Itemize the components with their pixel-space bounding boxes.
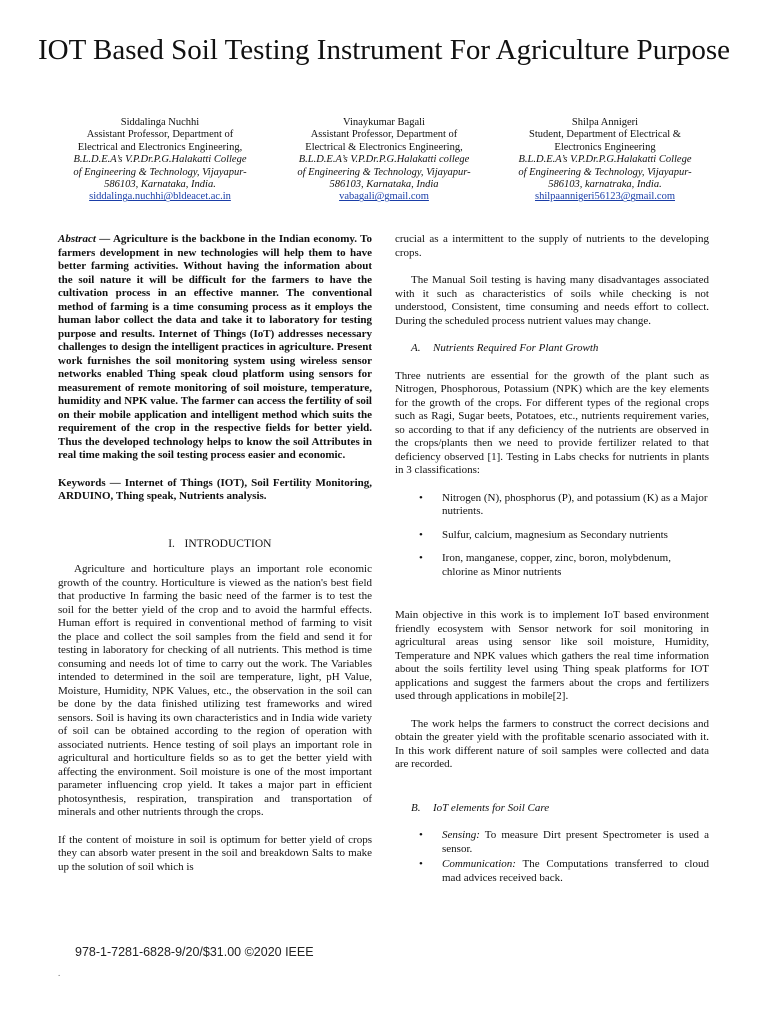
author-dept: Electrical & Electronics Engineering,: [305, 141, 463, 153]
author-affiliation: B.L.D.E.A’s V.P.Dr.P.G.Halakatti college: [298, 154, 470, 166]
list-item: • Nitrogen (N), phosphorus (P), and potassium (K) as a Major nutrients.: [395, 492, 709, 519]
section-heading-introduction: [58, 538, 372, 552]
author-affiliation: B.L.D.E.A’s V.P.Dr.P.G.Halakatti College: [518, 154, 692, 166]
list-item: [395, 829, 709, 856]
subsection-number: B.: [411, 801, 421, 814]
subsection-title: Nutrients Required For Plant Growth: [433, 342, 599, 354]
keywords: Keywords — Internet of Things (IOT), Soil Fertility Monitoring, ARDUINO, Thing speak, Nutrients analysis.: [58, 476, 372, 502]
item-text: The Computations transferred to cloud mad advices received back.: [442, 858, 709, 884]
author-name: Shilpa Annigeri: [571, 117, 639, 128]
author-block-2: [279, 117, 489, 204]
subsection-heading-b: [411, 802, 709, 816]
author-name: Vinaykumar Bagali: [343, 117, 425, 128]
left-column: [58, 233, 372, 888]
item-text: To measure Dirt present Spectrometer is used a sensor.: [442, 829, 709, 855]
author-email-link[interactable]: vabagali@gmail.com: [339, 191, 429, 203]
section-title: INTRODUCTION: [184, 537, 272, 550]
author-block-1: [55, 117, 265, 204]
author-email-link[interactable]: shilpaannigeri56123@gmail.com: [534, 191, 676, 203]
author-email-link[interactable]: siddalinga.nuchhi@bldeacet.ac.in: [89, 191, 231, 203]
author-affiliation: of Engineering & Technology, Vijayapur-: [73, 166, 247, 178]
author-affiliation: B.L.D.E.A’s V.P.Dr.P.G.Halakatti College: [73, 154, 247, 166]
author-name: Siddalinga Nuchhi: [120, 117, 200, 128]
right-paragraph-1: crucial as a intermittent to the supply of nutrients to the developing crops.: [395, 233, 709, 259]
author-affiliation: 586103, karnatraka, India.: [548, 179, 662, 191]
intro-paragraph-2: If the content of moisture in soil is optimum for better yield of crops they can absorb water present in the soil and breakdown Salts to make up the solution of soil which is: [58, 833, 372, 873]
intro-paragraph-1: Agriculture and horticulture plays an important role economic growth of the country. Horticulture is viewed as the nation's best field that productive In farming the basic need of the farmer is to test the soil for the better yield of the crop and to avoid the harmful effects. Human effort is required in conventional method of farming to visit the place and collect the soil samples from the field and send it for testing in laboratory for checking of all nutrients. This method is time consuming and needs lot of time to carry out the work. The Variables intended to determined in the soil are temperature, light, pH Value, Moisture, Humidity, NPK Values, etc., the observation in the soil can be done by the data finished utilizing test frameworks and wired sensors. Soil is having its own characteristics and in India wide variety of soil can be obtained according to the region of operation with associated nutrients. Hence testing of soil plays an important role in agricultural and horticulture fields so as to get the better yield with affecting the environment. Soil moisture is one of the most important parameter influencing crop yield. It takes a major part in efficient photosynthesis, respiration, transpiration and transportation of minerals and other nutrients through the crops.: [58, 563, 372, 818]
list-item: • Iron, manganese, copper, zinc, boron, molybdenum, chlorine as Minor nutrients: [395, 552, 709, 579]
copyright-footer: 978-1-7281-6828-9/20/$31.00 ©2020 IEEE: [75, 945, 314, 959]
abstract-lead: Abstract —: [58, 233, 111, 245]
right-paragraph-2: The Manual Soil testing is having many disadvantages associated with it such as characteristics of soils while checking is not understood, Consistent, time consuming and needs effort to collect. During the scheduled process nutrient values may change.: [395, 274, 709, 327]
author-block-3: [500, 117, 710, 204]
subsection-number: A.: [411, 342, 421, 354]
author-dept: Electronics Engineering: [554, 141, 656, 153]
item-label: Communication:: [442, 858, 516, 870]
author-affiliation: of Engineering & Technology, Vijayapur-: [297, 166, 471, 178]
right-paragraph-3: Three nutrients are essential for the growth of the plant such as Nitrogen, Phosphorous, Potassium (NPK) which are the key elements for the growth of the crops. For different types of the regional crops such as Ragi, Sugar beets, Potatoes, etc., nutrients requirement varies, so according to that if any deficiency of the nutrients are observed in the crops/plants then we need to provide fertilizer related to that deficiency observed [1]. Testing in Labs checks for nutrients in plants in 3 classifications:: [395, 369, 709, 476]
section-number: I.: [168, 537, 175, 550]
right-paragraph-4: Main objective in this work is to implement IoT based environment friendly ecosystem with Sensor network for soil monitoring in agricultural areas using sensor like soil moisture, Humidity, Temperature and NPK values which gathers the real time information about the soils fertility level using Thing speak platforms for IOT applications and suggest the farmers about the crops and fertilizers used through applications in mobile[2].: [395, 609, 709, 702]
right-paragraph-5: The work helps the farmers to construct the correct decisions and obtain the greater yield with the profitable scenario associated with it. In this work different nature of soil samples were collected and data are recorded.: [395, 717, 709, 770]
author-role: Assistant Professor, Department of: [86, 129, 234, 141]
item-label: Sensing:: [442, 829, 480, 841]
subsection-heading-a: [411, 342, 709, 356]
author-affiliation: 586103, Karnataka, India: [329, 179, 439, 191]
subsection-title: IoT elements for Soil Care: [433, 801, 550, 814]
nutrient-list: [395, 492, 709, 580]
abstract-text: Agriculture is the backbone in the Indian economy. To farmers development in new technologies will help them to have better farming activities. Without having the information about the soil nature it will be difficult for the farmers to have the cultivation process in an effective manner. The conventional method of farming is a time consuming process as it employs the human labor collect the data and take it to laboratory for testing purpose and results. Internet of Things (IoT) addresses necessary challenges to design the intelligent practices in agriculture. Present work furnishes the soil monitoring system using wireless sensor networks enabled Thing speak cloud platform using sensors for measurement of remote monitoring of soil moisture, temperature, humidity and NPK value. The farmer can access the fertility of soil on their mobile application and intelligent method which suits the requirement of the crop in the respective fields for better yield. Thus the developed technology helps to know the soil Attributes in real time making the soil testing process easier and economic.: [58, 233, 372, 461]
footer-mark: .: [58, 968, 61, 978]
list-item: [395, 858, 709, 885]
author-affiliation: 586103, Karnataka, India.: [104, 179, 216, 191]
right-column: [395, 233, 709, 899]
author-role: Student, Department of Electrical &: [529, 129, 681, 141]
author-affiliation: of Engineering & Technology, Vijayapur-: [518, 166, 692, 178]
abstract: [58, 233, 372, 463]
paper-title: IOT Based Soil Testing Instrument For Agriculture Purpose: [37, 34, 731, 66]
list-item: • Sulfur, calcium, magnesium as Secondary nutrients: [395, 529, 709, 543]
author-role: Assistant Professor, Department of: [310, 129, 458, 141]
iot-elements-list: [395, 829, 709, 885]
author-dept: Electrical and Electronics Engineering,: [77, 141, 243, 153]
